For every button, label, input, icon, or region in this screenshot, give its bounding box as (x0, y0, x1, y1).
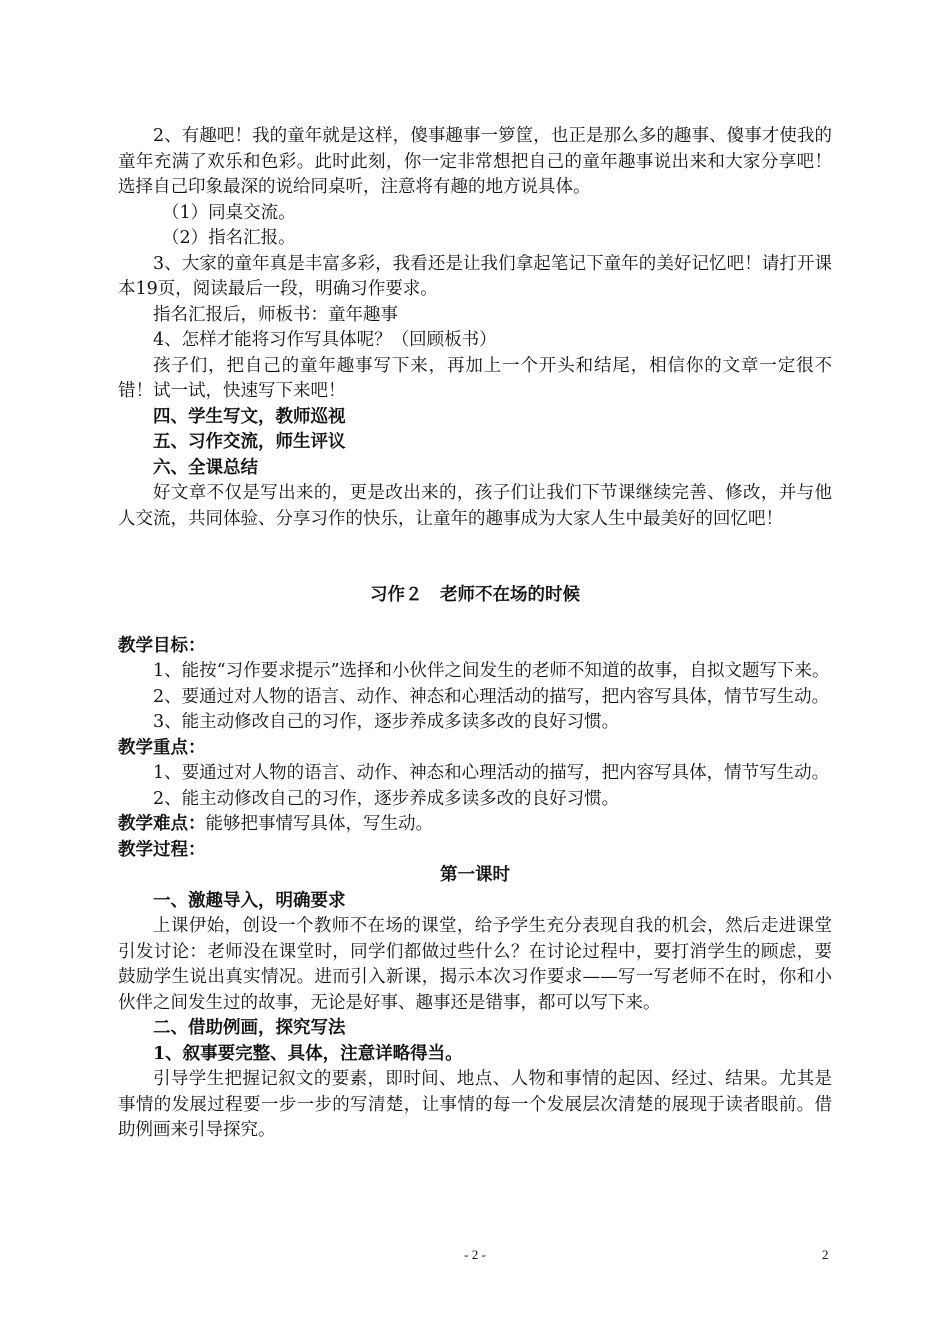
paragraph: （2）指名汇报。 (162, 228, 296, 248)
document-title: 习作２ 老师不在场的时候 (370, 585, 580, 605)
process-label: 教学过程： (118, 839, 206, 860)
subsection-heading: 1、叙事要完整、具体，注意详略得当。 (153, 1043, 463, 1064)
goals-label: 教学目标： (118, 635, 206, 656)
section-heading: 六、全课总结 (153, 457, 258, 478)
section-heading: 四、学生写文，教师巡视 (153, 406, 346, 427)
paragraph: 好文章不仅是写出来的，更是改出来的，孩子们让我们下节课继续完善、修改，并与他人交流，共同体验、分享习作的快乐，让童年的趣事成为大家人生中最美好的回忆吧！ (118, 483, 832, 529)
section-heading: 一、激趣导入，明确要求 (153, 890, 346, 911)
section-heading: 五、习作交流，师生评议 (153, 432, 346, 452)
paragraph: 3、能主动修改自己的习作，逐步养成多读多改的良好习惯。 (153, 712, 620, 732)
spacer (118, 532, 832, 583)
paragraph: 3、大家的童年真是丰富多彩，我看还是让我们拿起笔记下童年的美好记忆吧！请打开课本19页，阅读最后一段，明确习作要求。 (118, 253, 832, 299)
paragraph: 1、要通过对人物的语言、动作、神态和心理活动的描写，把内容写具体，情节写生动。 (153, 763, 830, 783)
paragraph: 2、有趣吧！我的童年就是这样，傻事趣事一箩筐，也正是那么多的趣事、傻事才使我的童年充满了欢乐和色彩。此时此刻，你一定非常想把自己的童年趣事说出来和大家分享吧！选择自己印象最深的说给同桌听，注意将有趣的地方说具体。 (118, 126, 832, 197)
paragraph: 4、怎样才能将习作写具体呢？（回顾板书） (153, 330, 497, 350)
key-points-label: 教学重点： (118, 737, 206, 758)
paragraph: 2、要通过对人物的语言、动作、神态和心理活动的描写，把内容写具体，情节写生动。 (153, 686, 830, 707)
paragraph: 引导学生把握记叙文的要素，即时间、地点、人物和事情的起因、经过、结果。尤其是事情的发展过程要一步一步的写清楚，让事情的每一个发展层次清楚的展现于读者眼前。借助例画来引导探究。 (118, 1069, 832, 1140)
lesson-title: 第一课时 (440, 865, 510, 885)
paragraph: 上课伊始，创设一个教师不在场的课堂，给予学生充分表现自我的机会，然后走进课堂引发讨论：老师没在课堂时，同学们都做过些什么？在讨论过程中，要打消学生的顾虑，要鼓励学生说出真实情况。进而引入新课，揭示本次习作要求——写一写老师不在时，你和小伙伴之间发生过的故事，无论是好事、趣事还是错事，都可以写下来。 (118, 916, 832, 1013)
paragraph: 2、能主动修改自己的习作，逐步养成多读多改的良好习惯。 (153, 788, 620, 809)
difficulty-text: 能够把事情写具体，写生动。 (205, 814, 433, 834)
difficulty-line (118, 812, 832, 838)
difficulty-label: 教学难点： (118, 814, 206, 834)
paragraph: 孩子们，把自己的童年趣事写下来，再加上一个开头和结尾，相信你的文章一定很不错！试一试，快速写下来吧！ (118, 355, 832, 401)
paragraph: 指名汇报后，师板书：童年趣事 (153, 304, 398, 325)
paragraph: 1、能按“习作要求提示”选择和小伙伴之间发生的老师不知道的故事，自拟文题写下来。 (153, 661, 830, 681)
section-heading: 二、借助例画，探究写法 (153, 1018, 346, 1038)
spacer (118, 609, 832, 634)
document-body (118, 124, 832, 1144)
page-footer-label: - 2 - (464, 1247, 486, 1262)
page-number: 2 (822, 1247, 829, 1262)
paragraph: （1）同桌交流。 (162, 202, 296, 223)
